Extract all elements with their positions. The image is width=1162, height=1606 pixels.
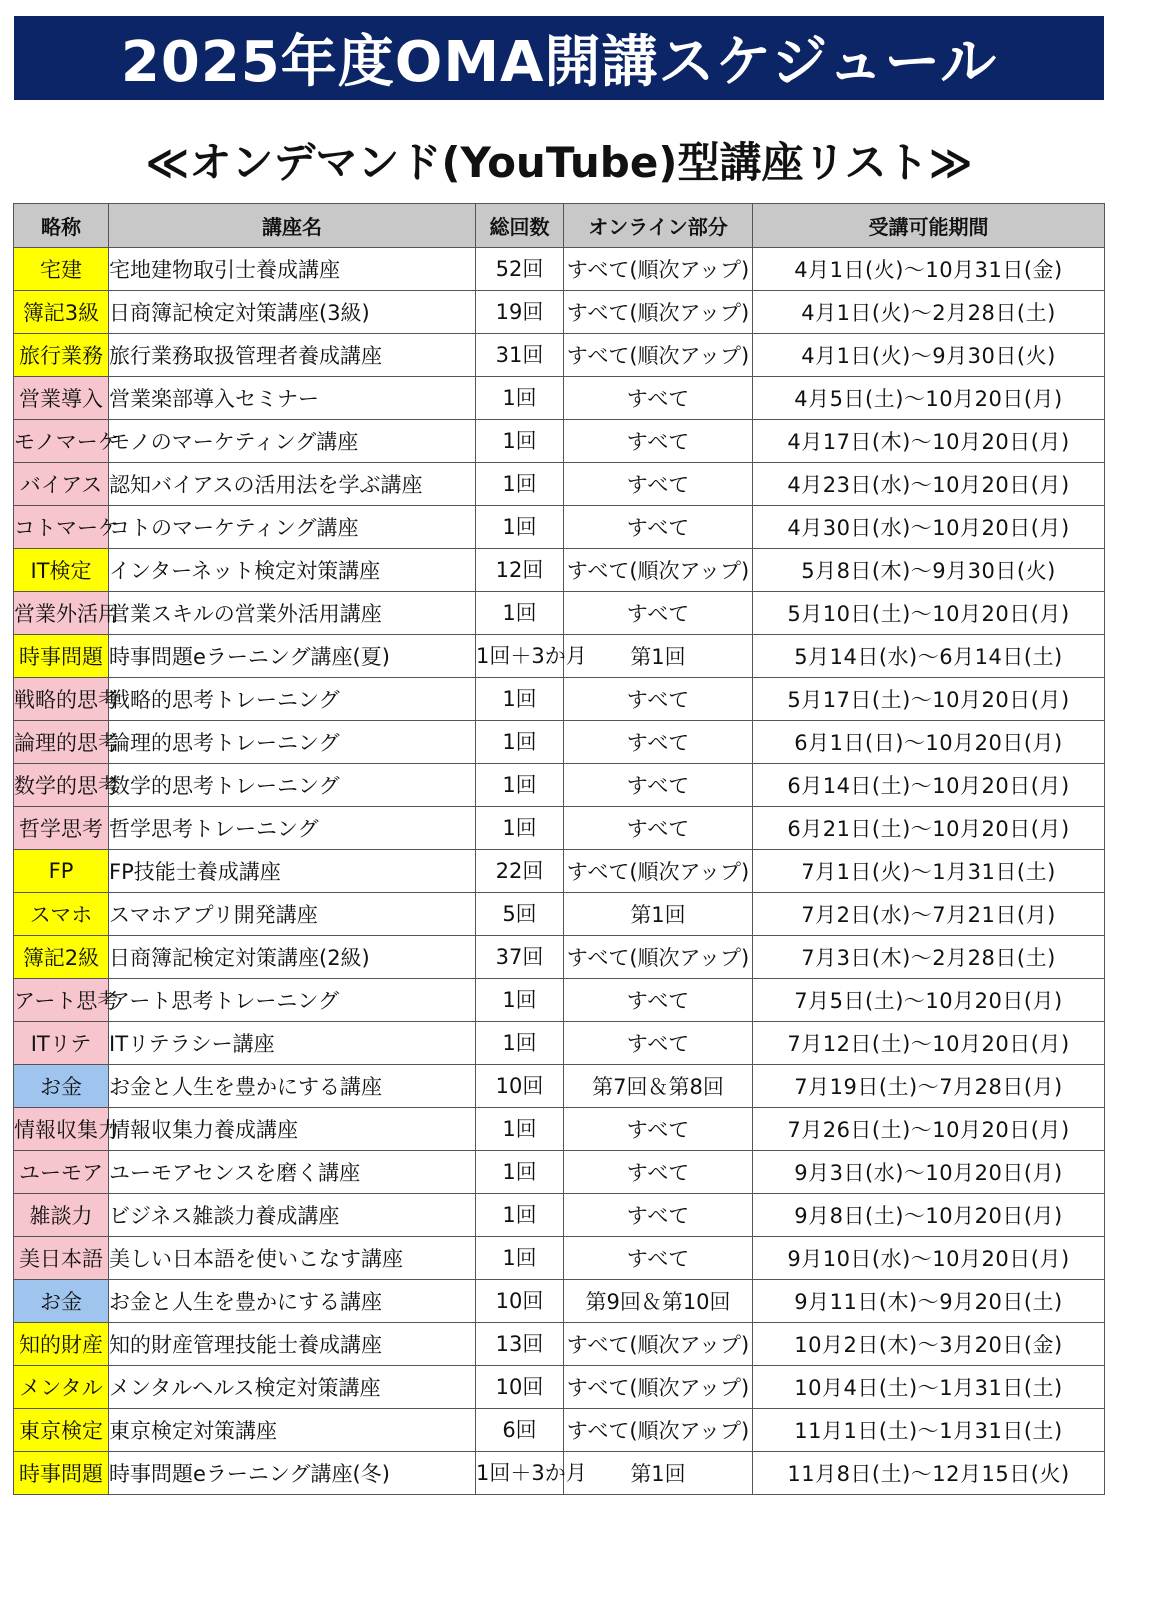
table-row [14,893,1105,936]
table-row [14,1065,1105,1108]
course-name: 戦略的思考トレーニング [109,678,476,721]
course-abbr: 論理的思考 [14,721,109,764]
table-row [14,291,1105,334]
course-abbr: スマホ [14,893,109,936]
course-abbr: モノマーケ [14,420,109,463]
course-name: お金と人生を豊かにする講座 [109,1280,476,1323]
course-abbr: 美日本語 [14,1237,109,1280]
course-name: 日商簿記検定対策講座(3級) [109,291,476,334]
total-sessions: 52回 [476,248,564,291]
available-period: 4月1日(火)～10月31日(金) [753,248,1105,291]
course-name: 営業楽部導入セミナー [109,377,476,420]
table-row [14,592,1105,635]
course-abbr: コトマーケ [14,506,109,549]
available-period: 11月8日(土)～12月15日(火) [753,1452,1105,1495]
available-period: 4月1日(火)～9月30日(火) [753,334,1105,377]
total-sessions: 1回 [476,1194,564,1237]
table-row [14,377,1105,420]
course-name: お金と人生を豊かにする講座 [109,1065,476,1108]
course-name: 宅地建物取引士養成講座 [109,248,476,291]
course-name: 認知バイアスの活用法を学ぶ講座 [109,463,476,506]
course-name: 数学的思考トレーニング [109,764,476,807]
online-part: すべて [564,1237,753,1280]
table-row [14,936,1105,979]
total-sessions: 1回 [476,420,564,463]
online-part: 第1回 [564,1452,753,1495]
online-part: すべて(順次アップ) [564,1366,753,1409]
course-abbr: 簿記2級 [14,936,109,979]
course-name: 哲学思考トレーニング [109,807,476,850]
total-sessions: 1回 [476,678,564,721]
course-abbr: 営業外活用 [14,592,109,635]
total-sessions: 1回 [476,1151,564,1194]
total-sessions: 6回 [476,1409,564,1452]
available-period: 10月2日(木)～3月20日(金) [753,1323,1105,1366]
course-abbr: 宅建 [14,248,109,291]
column-header-online-part: オンライン部分 [564,204,753,248]
total-sessions: 12回 [476,549,564,592]
course-abbr: 数学的思考 [14,764,109,807]
online-part: すべて(順次アップ) [564,549,753,592]
online-part: すべて [564,1022,753,1065]
table-row [14,334,1105,377]
course-name: コトのマーケティング講座 [109,506,476,549]
online-part: すべて [564,463,753,506]
total-sessions: 1回＋3か月 [476,1452,564,1495]
table-row [14,764,1105,807]
column-header-course-name: 講座名 [109,204,476,248]
course-abbr: FP [14,850,109,893]
online-part: 第9回＆第10回 [564,1280,753,1323]
course-name: ユーモアセンスを磨く講座 [109,1151,476,1194]
available-period: 7月12日(土)～10月20日(月) [753,1022,1105,1065]
course-abbr: 営業導入 [14,377,109,420]
available-period: 5月14日(水)～6月14日(土) [753,635,1105,678]
total-sessions: 5回 [476,893,564,936]
available-period: 7月2日(水)～7月21日(月) [753,893,1105,936]
table-row [14,850,1105,893]
available-period: 9月11日(木)～9月20日(土) [753,1280,1105,1323]
course-name: 時事問題eラーニング講座(冬) [109,1452,476,1495]
total-sessions: 10回 [476,1065,564,1108]
online-part: すべて(順次アップ) [564,334,753,377]
course-abbr: メンタル [14,1366,109,1409]
online-part: すべて(順次アップ) [564,936,753,979]
course-name: 論理的思考トレーニング [109,721,476,764]
table-row [14,1280,1105,1323]
table-row [14,1151,1105,1194]
online-part: すべて [564,1151,753,1194]
total-sessions: 1回 [476,592,564,635]
course-abbr: IT検定 [14,549,109,592]
available-period: 6月1日(日)～10月20日(月) [753,721,1105,764]
course-name: 旅行業務取扱管理者養成講座 [109,334,476,377]
course-abbr: お金 [14,1065,109,1108]
available-period: 10月4日(土)～1月31日(土) [753,1366,1105,1409]
table-row [14,420,1105,463]
available-period: 4月30日(水)～10月20日(月) [753,506,1105,549]
table-row [14,1323,1105,1366]
course-abbr: 時事問題 [14,1452,109,1495]
course-abbr: 東京検定 [14,1409,109,1452]
available-period: 4月23日(水)～10月20日(月) [753,463,1105,506]
available-period: 7月5日(土)～10月20日(月) [753,979,1105,1022]
page-title-banner [14,16,1104,100]
course-abbr: 哲学思考 [14,807,109,850]
available-period: 5月10日(土)～10月20日(月) [753,592,1105,635]
total-sessions: 1回 [476,377,564,420]
available-period: 9月8日(土)～10月20日(月) [753,1194,1105,1237]
course-name: モノのマーケティング講座 [109,420,476,463]
online-part: すべて [564,1194,753,1237]
course-abbr: 雑談力 [14,1194,109,1237]
course-name: 時事問題eラーニング講座(夏) [109,635,476,678]
table-row [14,1366,1105,1409]
course-abbr: 戦略的思考 [14,678,109,721]
course-name: ビジネス雑談力養成講座 [109,1194,476,1237]
course-abbr: 旅行業務 [14,334,109,377]
total-sessions: 1回 [476,1237,564,1280]
available-period: 9月10日(水)～10月20日(月) [753,1237,1105,1280]
total-sessions: 1回 [476,979,564,1022]
online-part: すべて(順次アップ) [564,291,753,334]
column-header-abbr: 略称 [14,204,109,248]
total-sessions: 10回 [476,1366,564,1409]
table-row [14,1108,1105,1151]
course-abbr: 知的財産 [14,1323,109,1366]
table-row [14,721,1105,764]
available-period: 7月19日(土)～7月28日(月) [753,1065,1105,1108]
course-name: FP技能士養成講座 [109,850,476,893]
course-name: 美しい日本語を使いこなす講座 [109,1237,476,1280]
online-part: すべて [564,979,753,1022]
course-name: 営業スキルの営業外活用講座 [109,592,476,635]
column-header-available-period: 受講可能期間 [753,204,1105,248]
online-part: すべて(順次アップ) [564,248,753,291]
total-sessions: 22回 [476,850,564,893]
course-name: インターネット検定対策講座 [109,549,476,592]
online-part: 第1回 [564,893,753,936]
available-period: 4月1日(火)～2月28日(土) [753,291,1105,334]
table-row [14,807,1105,850]
total-sessions: 1回 [476,463,564,506]
total-sessions: 1回 [476,807,564,850]
online-part: すべて [564,377,753,420]
total-sessions: 1回 [476,721,564,764]
table-row [14,1022,1105,1065]
online-part: すべて [564,678,753,721]
online-part: 第1回 [564,635,753,678]
table-row [14,549,1105,592]
course-abbr: アート思考 [14,979,109,1022]
available-period: 6月14日(土)～10月20日(月) [753,764,1105,807]
available-period: 9月3日(水)～10月20日(月) [753,1151,1105,1194]
available-period: 5月17日(土)～10月20日(月) [753,678,1105,721]
online-part: すべて [564,807,753,850]
available-period: 11月1日(土)～1月31日(土) [753,1409,1105,1452]
course-name: アート思考トレーニング [109,979,476,1022]
available-period: 7月26日(土)～10月20日(月) [753,1108,1105,1151]
course-abbr: お金 [14,1280,109,1323]
page-title: 2025年度OMA開講スケジュール [120,30,998,95]
online-part: すべて [564,592,753,635]
table-header-row [14,204,1105,248]
course-name: スマホアプリ開発講座 [109,893,476,936]
total-sessions: 1回 [476,764,564,807]
online-part: すべて(順次アップ) [564,1409,753,1452]
course-name: 知的財産管理技能士養成講座 [109,1323,476,1366]
course-name: 日商簿記検定対策講座(2級) [109,936,476,979]
available-period: 5月8日(木)～9月30日(火) [753,549,1105,592]
course-abbr: ITリテ [14,1022,109,1065]
online-part: すべて(順次アップ) [564,850,753,893]
total-sessions: 1回 [476,1108,564,1151]
total-sessions: 1回 [476,1022,564,1065]
table-row [14,463,1105,506]
table-row [14,635,1105,678]
table-row [14,678,1105,721]
available-period: 7月3日(木)～2月28日(土) [753,936,1105,979]
online-part: すべて(順次アップ) [564,1323,753,1366]
course-name: メンタルヘルス検定対策講座 [109,1366,476,1409]
course-name: 東京検定対策講座 [109,1409,476,1452]
table-row [14,1409,1105,1452]
online-part: すべて [564,721,753,764]
online-part: すべて [564,506,753,549]
table-row [14,1452,1105,1495]
course-abbr: バイアス [14,463,109,506]
total-sessions: 37回 [476,936,564,979]
course-name: 情報収集力養成講座 [109,1108,476,1151]
table-row [14,248,1105,291]
schedule-table [13,203,1105,1495]
table-row [14,506,1105,549]
course-name: ITリテラシー講座 [109,1022,476,1065]
table-row [14,1194,1105,1237]
course-abbr: 情報収集力 [14,1108,109,1151]
total-sessions: 19回 [476,291,564,334]
table-row [14,979,1105,1022]
list-subtitle: ≪オンデマンド(YouTube)型講座リスト≫ [145,138,973,187]
total-sessions: 10回 [476,1280,564,1323]
available-period: 7月1日(火)～1月31日(土) [753,850,1105,893]
course-abbr: ユーモア [14,1151,109,1194]
course-abbr: 時事問題 [14,635,109,678]
column-header-total-sessions: 総回数 [476,204,564,248]
online-part: すべて [564,764,753,807]
online-part: すべて [564,1108,753,1151]
table-row [14,1237,1105,1280]
available-period: 6月21日(土)～10月20日(月) [753,807,1105,850]
online-part: 第7回＆第8回 [564,1065,753,1108]
course-abbr: 簿記3級 [14,291,109,334]
total-sessions: 1回＋3か月 [476,635,564,678]
online-part: すべて [564,420,753,463]
total-sessions: 13回 [476,1323,564,1366]
available-period: 4月5日(土)～10月20日(月) [753,377,1105,420]
available-period: 4月17日(木)～10月20日(月) [753,420,1105,463]
total-sessions: 31回 [476,334,564,377]
total-sessions: 1回 [476,506,564,549]
